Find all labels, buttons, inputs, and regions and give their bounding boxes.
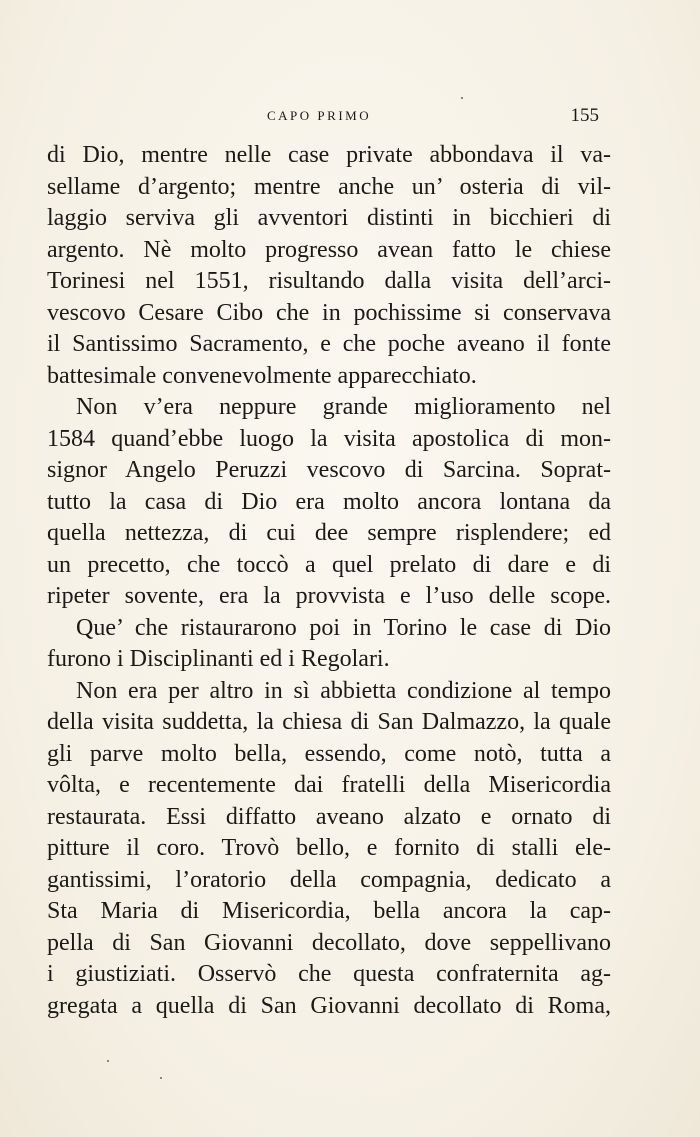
paragraph-3 (47, 613, 611, 676)
text-line: pella di San Giovanni decollato, dove seppellivano (47, 929, 611, 956)
text-line: sellame d’argento; mentre anche un’ osteria di vil- (47, 173, 611, 200)
text-line: un precetto, che toccò a quel prelato di dare e di (47, 551, 611, 578)
text-line: furono i Disciplinanti ed i Regolari. (47, 646, 390, 672)
print-speck (160, 1077, 162, 1079)
text-line: gregata a quella di San Giovanni decollato di Roma, (47, 992, 611, 1019)
text-line: ripeter sovente, era la provvista e l’uso delle scope. (47, 583, 611, 609)
text-line: il Santissimo Sacramento, e che poche aveano il fonte (47, 331, 611, 357)
text-line: Que’ che ristaurarono poi in Torino le case di Dio (76, 614, 611, 641)
text-line: pitture il coro. Trovò bello, e fornito di stalli ele- (47, 835, 611, 861)
text-line: vescovo Cesare Cibo che in pochissime si conservava (47, 299, 611, 326)
print-speck (461, 97, 463, 99)
text-line: Non era per altro in sì abbietta condizione al tempo (76, 677, 611, 704)
paragraph-1 (47, 140, 611, 392)
text-line: della visita suddetta, la chiesa di San Dalmazzo, la quale (47, 709, 611, 735)
text-line: battesimale convenevolmente apparecchiato. (47, 362, 477, 389)
text-line: 1584 quand’ebbe luogo la visita apostolica di mon- (47, 425, 611, 452)
text-line: Torinesi nel 1551, risultando dalla visita dell’arci- (47, 268, 611, 294)
text-line: tutto la casa di Dio era molto ancora lontana da (47, 488, 611, 515)
text-line: gantissimi, l’oratorio della compagnia, dedicato a (47, 866, 611, 893)
page-number: 155 (570, 105, 599, 126)
text-line: Sta Maria di Misericordia, bella ancora la cap- (47, 898, 611, 924)
text-line: gli parve molto bella, essendo, come notò, tutta a (47, 740, 611, 767)
text-line: argento. Nè molto progresso avean fatto le chiese (47, 236, 611, 263)
text-line: restaurata. Essi diffatto aveano alzato e ornato di (47, 803, 611, 830)
print-speck (107, 1060, 109, 1062)
text-line: Non v’era neppure grande miglioramento nel (76, 394, 611, 420)
paragraph-2 (47, 392, 611, 613)
text-line: di Dio, mentre nelle case private abbondava il va- (47, 142, 611, 168)
text-line: laggio serviva gli avventori distinti in bicchieri di (47, 205, 611, 231)
running-head (0, 104, 700, 128)
text-line: vôlta, e recentemente dai fratelli della Misericordia (47, 772, 611, 798)
running-title: CAPO PRIMO (267, 108, 372, 123)
paragraph-4 (47, 676, 611, 1023)
text-line: signor Angelo Peruzzi vescovo di Sarcina. Soprat- (47, 457, 611, 483)
text-line: quella nettezza, di cui dee sempre risplendere; ed (47, 520, 611, 546)
text-line: i giustiziati. Osservò che questa confraternita ag- (47, 961, 611, 987)
body-text (47, 140, 611, 1022)
